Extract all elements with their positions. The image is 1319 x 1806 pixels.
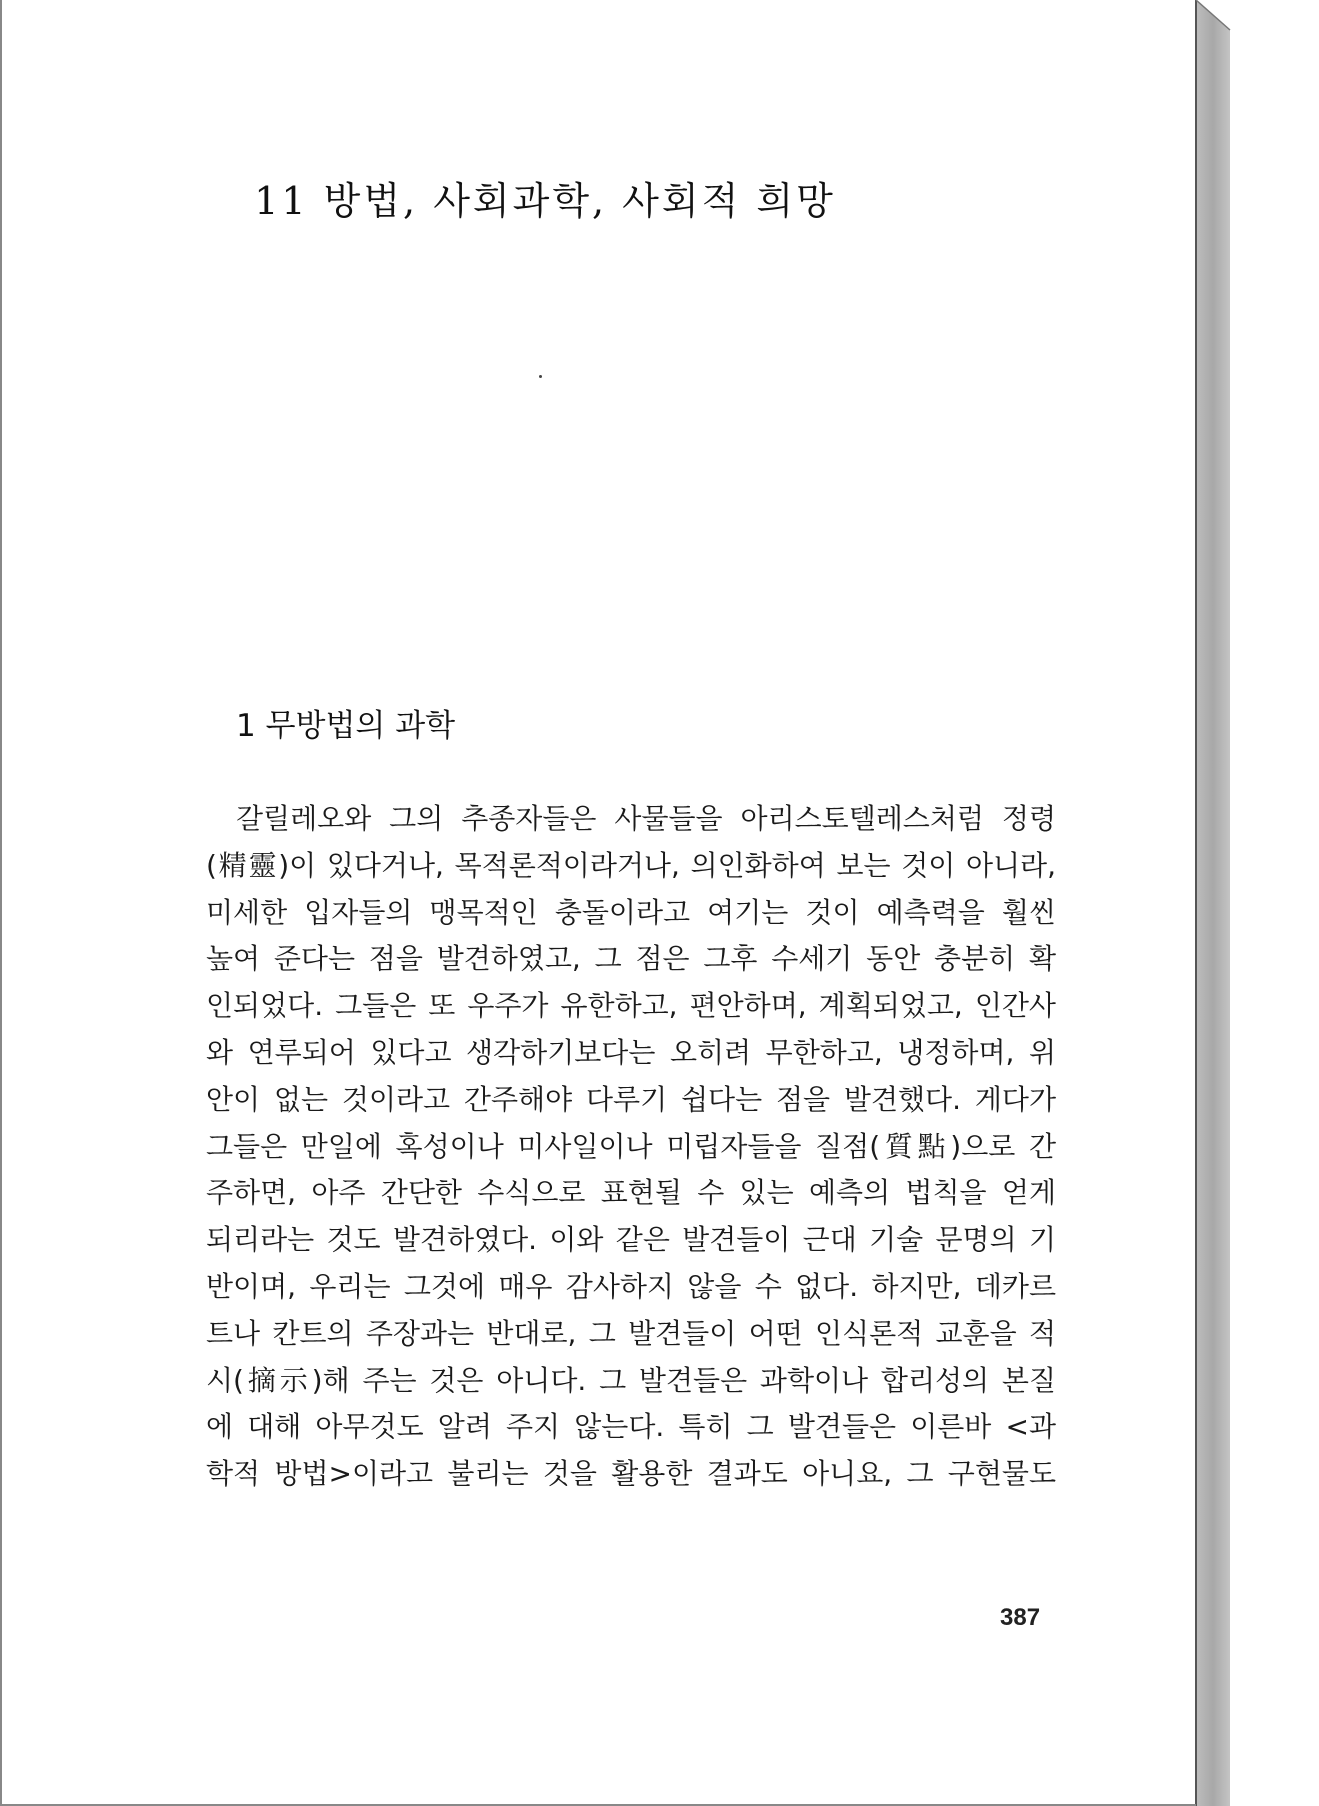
body-line: 높여 준다는 점을 발견하였고, 그 점은 그후 수세기 동안 충분히 확	[206, 942, 1056, 976]
body-line: 미세한 입자들의 맹목적인 충돌이라고 여기는 것이 예측력을 훨씬	[206, 895, 1056, 929]
body-line: 인되었다. 그들은 또 우주가 유한하고, 편안하며, 계획되었고, 인간사	[206, 989, 1056, 1023]
section-title: 1 무방법의 과학	[236, 708, 456, 744]
body-line: 학적 방법>이라고 불리는 것을 활용한 결과도 아니요, 그 구현물도	[206, 1457, 1056, 1491]
body-line: 에 대해 아무것도 알려 주지 않는다. 특히 그 발견들은 이른바 <과	[206, 1410, 1056, 1444]
chapter-title: 11 방법, 사회과학, 사회적 희망	[254, 179, 836, 223]
page-number: 387	[1000, 1604, 1041, 1631]
body-paragraph	[206, 796, 1056, 1498]
body-line: 반이며, 우리는 그것에 매우 감사하지 않을 수 없다. 하지만, 데카르	[206, 1269, 1056, 1303]
scan-speck	[539, 375, 542, 378]
body-line: 주하면, 아주 간단한 수식으로 표현될 수 있는 예측의 법칙을 얻게	[206, 1176, 1056, 1210]
body-line: (精靈)이 있다거나, 목적론적이라거나, 의인화하여 보는 것이 아니라,	[206, 848, 1056, 882]
body-line: 트나 칸트의 주장과는 반대로, 그 발견들이 어떤 인식론적 교훈을 적	[206, 1316, 1056, 1350]
body-line: 안이 없는 것이라고 간주해야 다루기 쉽다는 점을 발견했다. 게다가	[206, 1082, 1056, 1116]
body-line: 그들은 만일에 혹성이나 미사일이나 미립자들을 질점(質點)으로 간	[206, 1129, 1056, 1163]
body-line: 와 연루되어 있다고 생각하기보다는 오히려 무한하고, 냉정하며, 위	[206, 1035, 1056, 1069]
body-line: 시(摘示)해 주는 것은 아니다. 그 발견들은 과학이나 합리성의 본질	[206, 1363, 1056, 1397]
body-line: 갈릴레오와 그의 추종자들은 사물들을 아리스토텔레스처럼 정령	[236, 802, 1056, 835]
body-line: 되리라는 것도 발견하였다. 이와 같은 발견들이 근대 기술 문명의 기	[206, 1223, 1056, 1257]
